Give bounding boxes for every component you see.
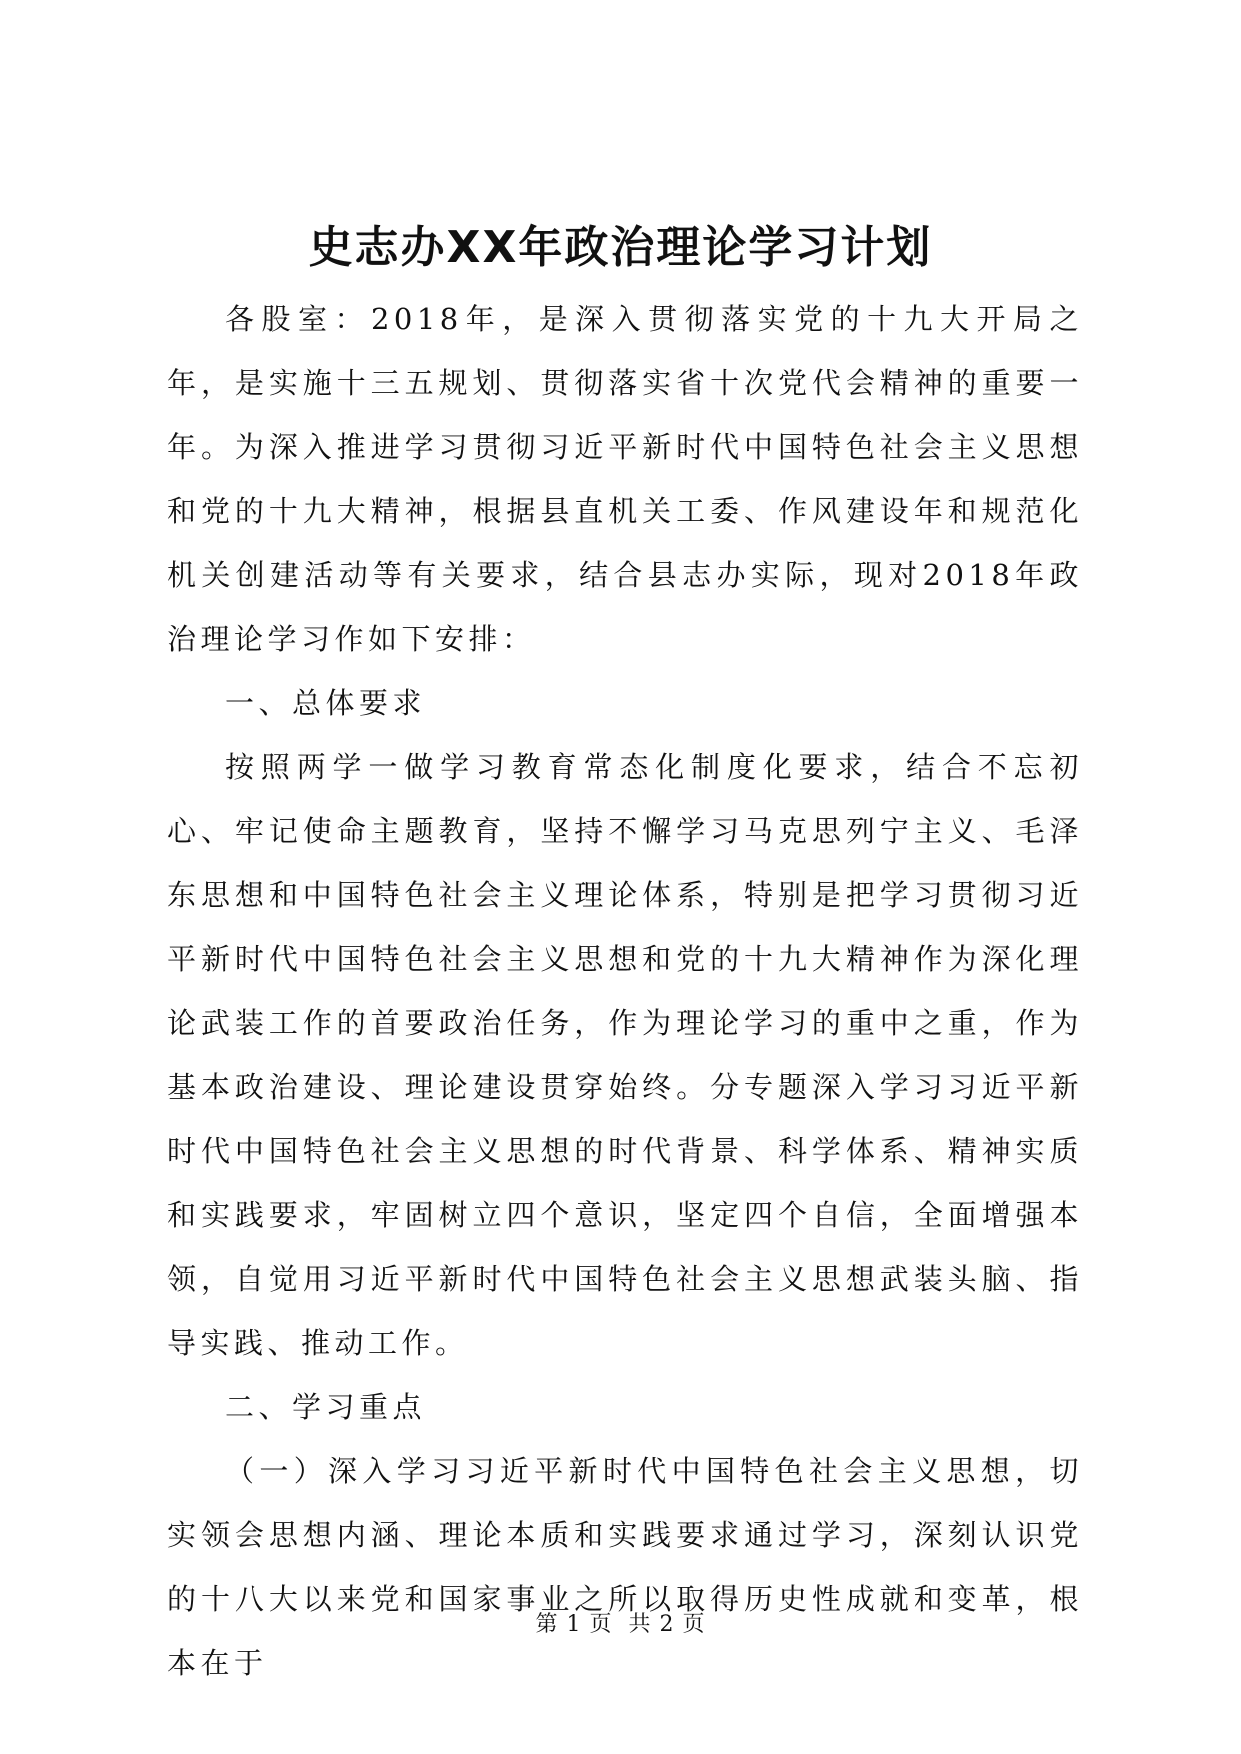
page-footer bbox=[0, 1610, 1241, 1640]
page-number-label: 第 1 页 共 2 页 bbox=[535, 1612, 706, 1637]
section-heading-study-focus: 二、学习重点 bbox=[225, 1390, 427, 1424]
intro-paragraph: 各股室：2018年，是深入贯彻落实党的十九大开局之年，是实施十三五规划、贯彻落实省十次党代会精神的重要一年。为深入推进学习贯彻习近平新时代中国特色社会主义思想和党的十九大精神，根据县直机关工委、作风建设年和规范化机关创建活动等有关要求，结合县志办实际，现对2018年政治理论学习作如下安排： bbox=[167, 302, 1083, 656]
document-body bbox=[167, 287, 1083, 1695]
general-requirements-paragraph: 按照两学一做学习教育常态化制度化要求，结合不忘初心、牢记使命主题教育，坚持不懈学习马克思列宁主义、毛泽东思想和中国特色社会主义理论体系，特别是把学习贯彻习近平新时代中国特色社会主义思想和党的十九大精神作为深化理论武装工作的首要政治任务，作为理论学习的重中之重，作为基本政治建设、理论建设贯穿始终。分专题深入学习习近平新时代中国特色社会主义思想的时代背景、科学体系、精神实质和实践要求，牢固树立四个意识，坚定四个自信，全面增强本领，自觉用习近平新时代中国特色社会主义思想武装头脑、指导实践、推动工作。 bbox=[167, 750, 1083, 1360]
study-focus-item-1-paragraph: （一）深入学习习近平新时代中国特色社会主义思想，切实领会思想内涵、理论本质和实践要求通过学习，深刻认识党的十八大以来党和国家事业之所以取得历史性成就和变革，根本在于 bbox=[167, 1454, 1083, 1680]
document-title: 史志办XX年政治理论学习计划 bbox=[308, 222, 933, 273]
section-heading-general-requirements: 一、总体要求 bbox=[225, 686, 427, 720]
